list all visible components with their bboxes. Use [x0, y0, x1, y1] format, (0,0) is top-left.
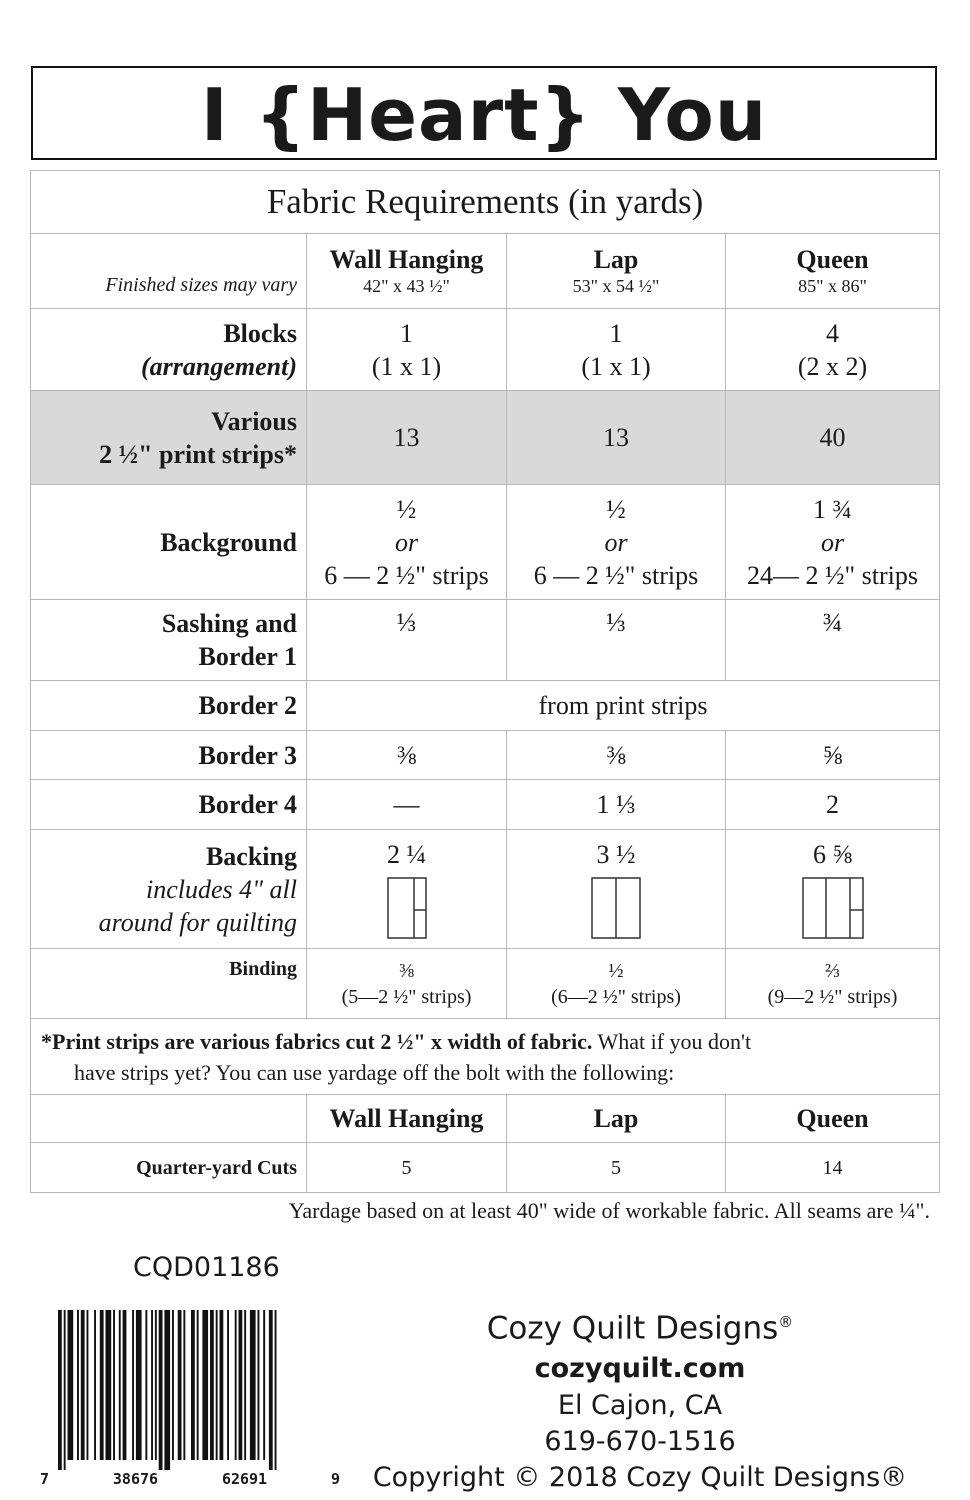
backing-row: [31, 830, 940, 949]
barcode-bar: [239, 1310, 243, 1460]
sashing-label: Sashing and Border 1: [31, 600, 307, 681]
yardage-note: Yardage based on at least 40" wide of workable fabric. All seams are ¼".: [288, 1198, 930, 1223]
barcode-bar: [269, 1310, 273, 1470]
border3-wall-hanging: ⅜: [307, 731, 507, 780]
strips-lap: 13: [507, 391, 726, 485]
barcode-bar: [64, 1310, 66, 1470]
barcode-bar: [155, 1310, 157, 1460]
barcode-bar: [145, 1310, 147, 1460]
barcode-bar: [94, 1310, 96, 1460]
barcode-bar: [77, 1310, 79, 1460]
backing-diagram-icon: [802, 877, 864, 939]
barcode-bar: [106, 1310, 112, 1460]
background-label: Background: [31, 485, 307, 600]
barcode-bar: [183, 1310, 185, 1460]
barcode-left-group: 38676: [112, 1470, 159, 1488]
blocks-label: Blocks (arrangement): [31, 309, 307, 391]
barcode-bar: [210, 1310, 214, 1460]
copyright: Copyright © 2018 Cozy Quilt Designs®: [372, 1462, 908, 1494]
border3-row: [31, 731, 940, 780]
quarter-header-queen: Queen: [726, 1095, 940, 1143]
border4-queen: 2: [726, 780, 940, 830]
border2-label: Border 2: [31, 681, 307, 731]
blocks-row: [31, 309, 940, 391]
barcode-bar: [216, 1310, 218, 1460]
barcode-bar: [263, 1310, 265, 1460]
barcode-bar: [87, 1310, 89, 1460]
binding-lap: ½ (6—2 ½" strips): [507, 949, 726, 1019]
barcode-bar: [172, 1310, 174, 1460]
barcode-bar: [113, 1310, 115, 1460]
barcode-bar: [159, 1310, 163, 1470]
print-strips-footnote: *Print strips are various fabrics cut 2 ½" x width of fabric. What if you don't have strips yet? You can use yardage off the bolt with the following:: [31, 1019, 940, 1095]
backing-lap: 3 ½: [507, 830, 726, 949]
barcode-check-digit: 9: [330, 1470, 340, 1488]
barcode-bar: [275, 1310, 277, 1470]
strips-queen: 40: [726, 391, 940, 485]
binding-row: [31, 949, 940, 1019]
strips-wall-hanging: 13: [307, 391, 507, 485]
barcode-bar: [244, 1310, 246, 1460]
company-info: [360, 1300, 920, 1496]
barcode-bar: [151, 1310, 153, 1460]
barcode-bar: [258, 1310, 260, 1460]
border3-queen: ⅝: [726, 731, 940, 780]
barcode-first-digit: 7: [40, 1470, 50, 1488]
border3-lap: ⅜: [507, 731, 726, 780]
quarter-header-wall-hanging: Wall Hanging: [307, 1095, 507, 1143]
quarter-header-lap: Lap: [507, 1095, 726, 1143]
company-city: El Cajon, CA: [557, 1390, 723, 1422]
quarter-wall-hanging: 5: [307, 1143, 507, 1193]
barcode-bar: [164, 1310, 170, 1470]
page-title: I {Heart} You: [200, 73, 768, 157]
barcode-right-group: 62691: [221, 1470, 268, 1488]
background-queen: 1 ¾ or 24— 2 ½" strips: [726, 485, 940, 600]
binding-queen: ⅔ (9—2 ½" strips): [726, 949, 940, 1019]
backing-queen: 6 ⅝: [726, 830, 940, 949]
binding-wall-hanging: ⅜ (5—2 ½" strips): [307, 949, 507, 1019]
backing-label: Backing includes 4" all around for quilting: [31, 830, 307, 949]
quarter-lap: 5: [507, 1143, 726, 1193]
blocks-wall-hanging: 1 (1 x 1): [307, 309, 507, 391]
barcode-digits: [40, 1470, 340, 1488]
border3-label: Border 3: [31, 731, 307, 780]
border4-wall-hanging: —: [307, 780, 507, 830]
footnote-row: [31, 1019, 940, 1095]
sashing-queen: ¾: [726, 600, 940, 681]
background-lap: ½ or 6 — 2 ½" strips: [507, 485, 726, 600]
barcode-bar: [58, 1310, 62, 1470]
header-wall-hanging: Wall Hanging 42" x 43 ½": [307, 234, 507, 309]
finished-size-note: Finished sizes may vary: [105, 274, 297, 296]
border2-row: [31, 681, 940, 731]
company-name: Cozy Quilt Designs®: [486, 1310, 794, 1347]
fabric-requirements-table: [30, 170, 940, 1193]
company-url[interactable]: cozyquilt.com: [534, 1353, 746, 1385]
barcode-bar: [136, 1310, 142, 1460]
print-strips-row: [31, 391, 940, 485]
background-wall-hanging: ½ or 6 — 2 ½" strips: [307, 485, 507, 600]
border4-row: [31, 780, 940, 830]
quarter-header-row: [31, 1095, 940, 1143]
barcode-bar: [81, 1310, 85, 1460]
quarter-queen: 14: [726, 1143, 940, 1193]
backing-wall-hanging: 2 ¼: [307, 830, 507, 949]
quarter-yard-row: [31, 1143, 940, 1193]
border2-value: from print strips: [307, 681, 940, 731]
barcode-bar: [250, 1310, 256, 1460]
barcode-bar: [119, 1310, 121, 1460]
border4-label: Border 4: [31, 780, 307, 830]
barcode-bar: [123, 1310, 127, 1460]
print-strips-label: Various 2 ½" print strips*: [31, 391, 307, 485]
backing-diagram-icon: [387, 877, 427, 939]
background-row: [31, 485, 940, 600]
barcode-bar: [100, 1310, 104, 1460]
table-caption: Fabric Requirements (in yards): [31, 171, 940, 234]
barcode-bar: [191, 1310, 195, 1460]
blocks-queen: 4 (2 x 2): [726, 309, 940, 391]
title-box: [31, 66, 937, 160]
blocks-lap: 1 (1 x 1): [507, 309, 726, 391]
barcode-bar: [202, 1310, 208, 1460]
backing-diagram-icon: [591, 877, 641, 939]
company-phone: 619-670-1516: [544, 1426, 736, 1458]
barcode-bar: [227, 1310, 229, 1460]
barcode-bar: [220, 1310, 224, 1460]
barcode-bar: [68, 1310, 74, 1460]
barcode-bar: [197, 1310, 199, 1460]
sashing-row: [31, 600, 940, 681]
binding-label: Binding: [31, 949, 307, 1019]
border4-lap: 1 ⅓: [507, 780, 726, 830]
quarter-yard-label: Quarter-yard Cuts: [31, 1143, 307, 1193]
header-queen: Queen 85" x 86": [726, 234, 940, 309]
sashing-wall-hanging: ⅓: [307, 600, 507, 681]
barcode-bar: [132, 1310, 134, 1460]
barcode-bar: [235, 1310, 237, 1460]
header-lap: Lap 53" x 54 ½": [507, 234, 726, 309]
sashing-lap: ⅓: [507, 600, 726, 681]
barcode-icon: [36, 1310, 336, 1470]
size-header-row: [31, 234, 940, 309]
product-sku: CQD01186: [133, 1252, 280, 1283]
barcode-bar: [178, 1310, 182, 1460]
